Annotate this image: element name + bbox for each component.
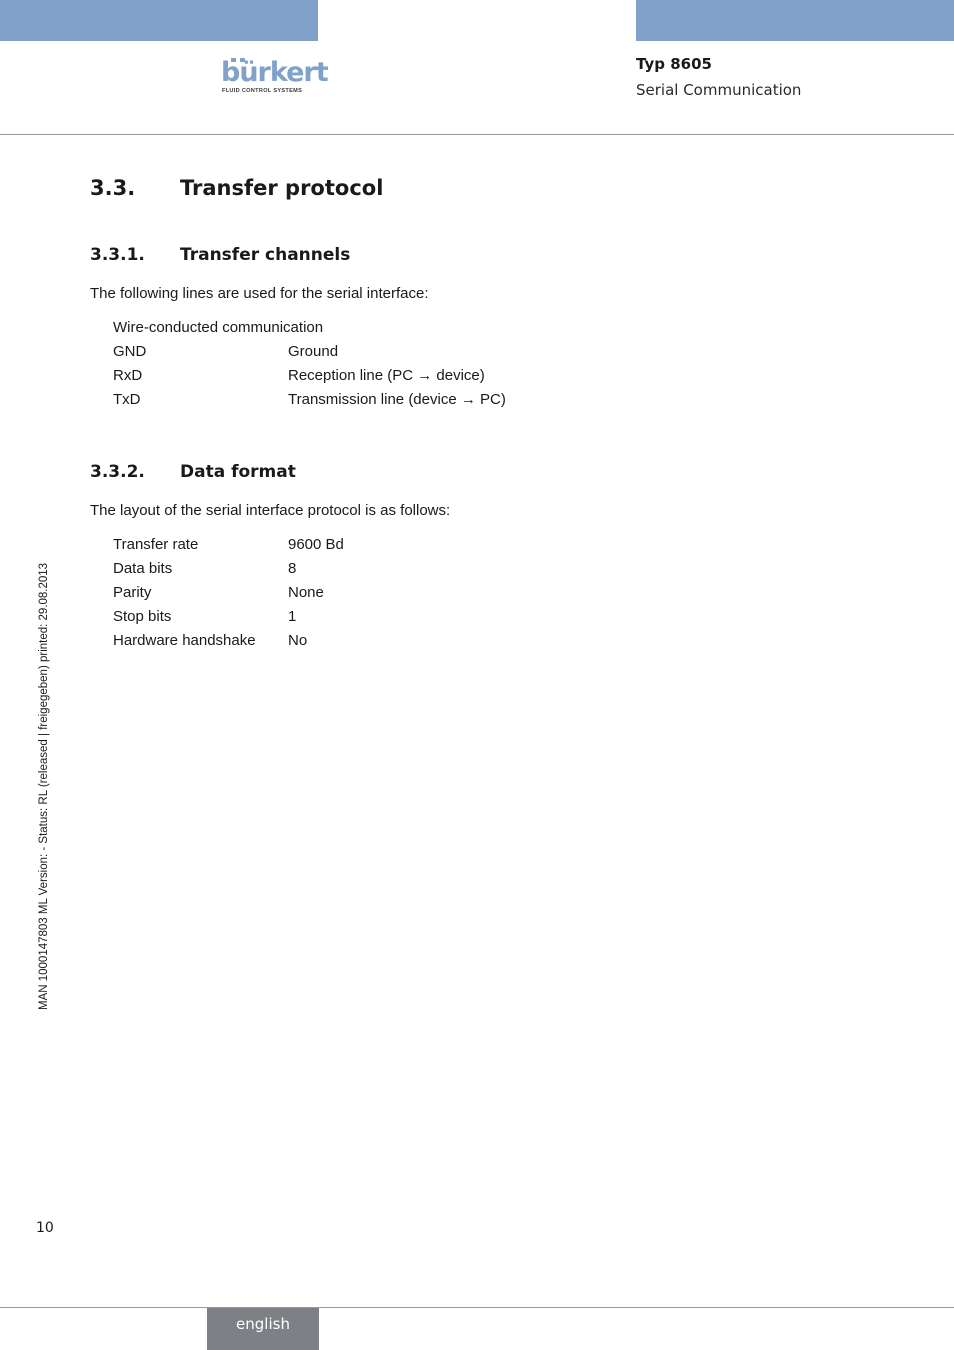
subsection-title: Transfer channels <box>180 245 351 265</box>
format-intro: The layout of the serial interface protocol is as follows: <box>90 502 451 519</box>
channels-intro: The following lines are used for the serial interface: <box>90 285 429 302</box>
logo-wordmark: bürkert <box>221 57 328 88</box>
document-type: Typ 8605 <box>636 55 712 73</box>
document-section: Serial Communication <box>636 81 802 99</box>
parameter-value: No <box>288 632 308 649</box>
table-row <box>113 632 613 652</box>
header-divider <box>0 134 954 135</box>
signal-name: RxD <box>113 367 143 384</box>
table-row <box>113 536 613 556</box>
parameter-value: None <box>288 584 324 601</box>
subsection-heading-format <box>90 462 590 486</box>
parameter-name: Stop bits <box>113 608 172 625</box>
parameter-name: Parity <box>113 584 152 601</box>
table-row <box>113 608 613 628</box>
signal-description: Transmission line (device → PC) <box>288 391 506 408</box>
parameter-name: Transfer rate <box>113 536 199 553</box>
table-row <box>113 584 613 604</box>
header-band-left <box>0 0 318 41</box>
company-logo <box>221 57 328 97</box>
signal-name: GND <box>113 343 147 360</box>
subsection-heading-channels <box>90 245 590 269</box>
subsection-number: 3.3.2. <box>90 462 145 482</box>
table-row <box>113 367 613 387</box>
page-number: 10 <box>36 1220 54 1236</box>
table-row <box>113 343 613 363</box>
channels-table-heading <box>113 319 613 339</box>
section-title: Transfer protocol <box>180 176 384 200</box>
section-heading <box>90 176 590 204</box>
document-status-note: MAN 1000147803 ML Version: - Status: RL (released | freigegeben) printed: 29.08.2013 <box>38 562 50 1010</box>
section-number: 3.3. <box>90 176 136 200</box>
language-tab: english <box>207 1308 319 1350</box>
parameter-name: Data bits <box>113 560 173 577</box>
subsection-number: 3.3.1. <box>90 245 145 265</box>
parameter-name: Hardware handshake <box>113 632 256 649</box>
table-heading: Wire-conducted communication <box>113 319 324 336</box>
signal-description: Reception line (PC → device) <box>288 367 485 384</box>
table-row <box>113 391 613 411</box>
header-band-right <box>636 0 954 41</box>
signal-name: TxD <box>113 391 141 408</box>
parameter-value: 1 <box>288 608 297 625</box>
signal-description: Ground <box>288 343 339 360</box>
parameter-value: 8 <box>288 560 297 577</box>
table-row <box>113 560 613 580</box>
logo-tagline: FLUID CONTROL SYSTEMS <box>222 88 303 94</box>
subsection-title: Data format <box>180 462 296 482</box>
parameter-value: 9600 Bd <box>288 536 344 553</box>
footer-divider <box>0 1307 954 1308</box>
